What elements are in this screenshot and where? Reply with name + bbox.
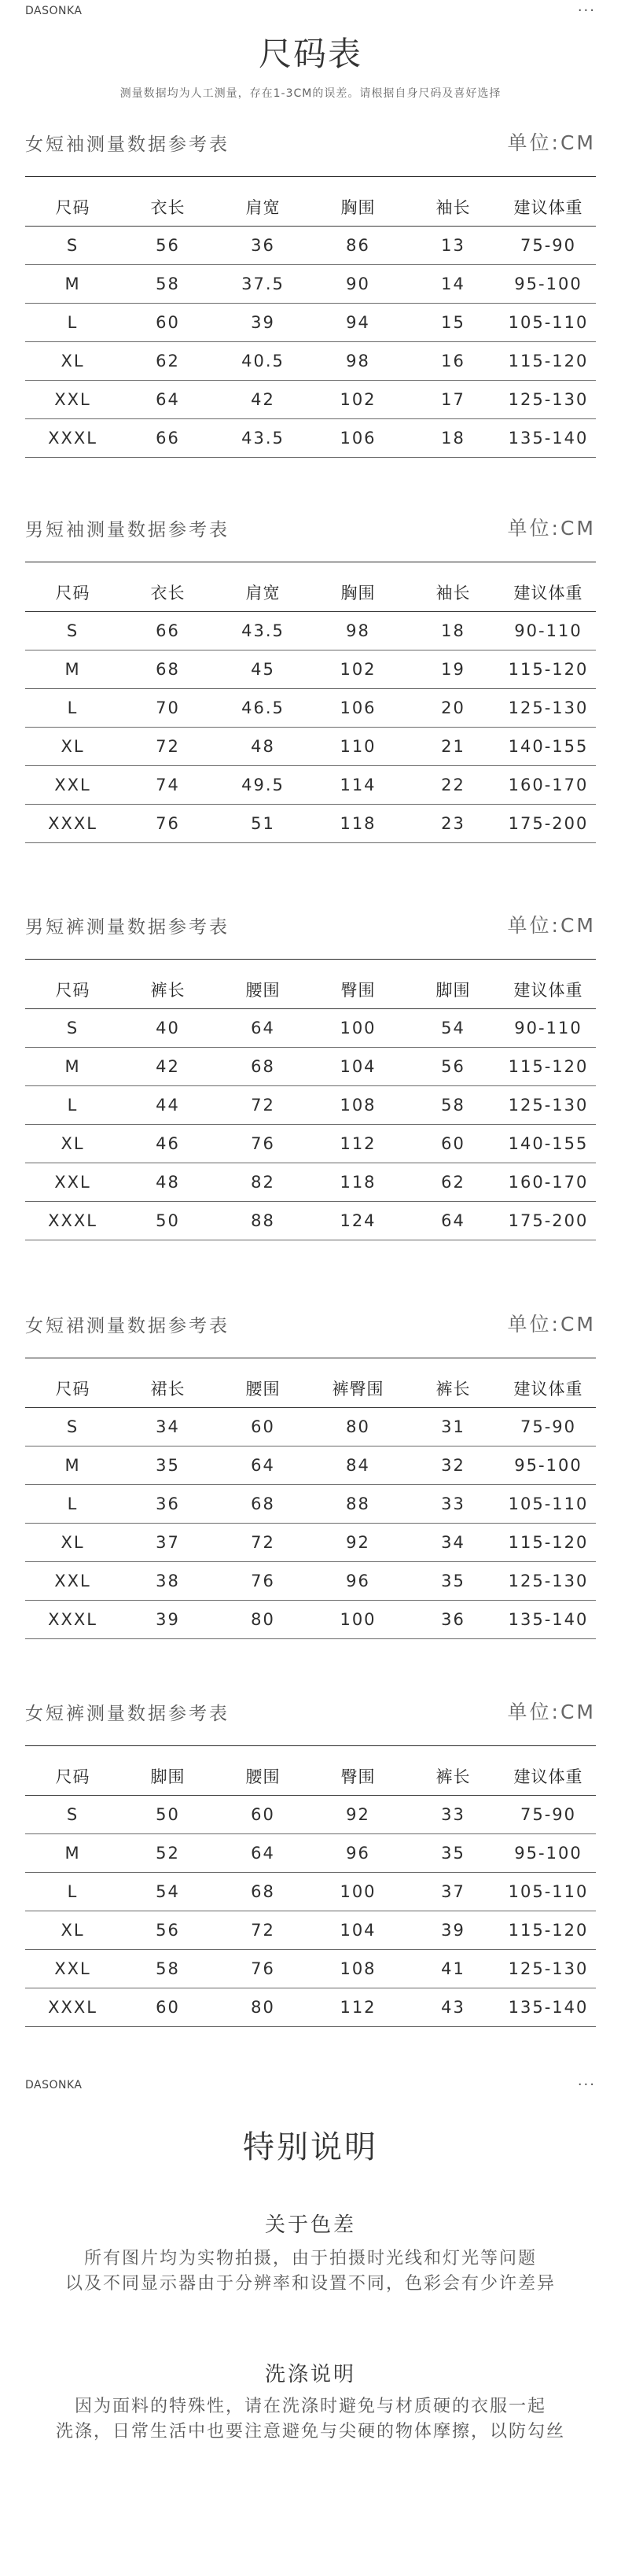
table-row [25,1485,596,1524]
table-cell: XXXL [25,419,120,458]
table-row [25,1911,596,1950]
column-header: 尺码 [25,573,120,612]
table-cell: XXL [25,1950,120,1988]
table-cell: 108 [310,1086,406,1125]
wash-line: 因为面料的特殊性，请在洗涤时避免与材质硬的衣服一起 [74,2397,546,2416]
table-cell: 115-120 [501,1048,596,1086]
table-cell: 102 [310,381,406,419]
table-cell: 76 [215,1950,310,1988]
column-header: 袖长 [406,188,501,227]
column-header: 建议体重 [501,1369,596,1408]
table-cell: 54 [120,1873,215,1911]
table-header-row [25,1369,596,1408]
table-cell: 15 [406,304,501,342]
color-diff-text [0,2246,621,2297]
table-row [25,650,596,689]
table-cell: 115-120 [501,1911,596,1950]
table-cell: 125-130 [501,1950,596,1988]
table-cell: 37.5 [215,265,310,304]
table-cell: 80 [310,1408,406,1446]
table-cell: 37 [406,1873,501,1911]
table-cell: 94 [310,304,406,342]
table-row [25,805,596,843]
table-cell: 96 [310,1562,406,1601]
more-menu-icon[interactable]: ··· [577,2,596,19]
table-cell: M [25,265,120,304]
table-cell: 175-200 [501,1202,596,1240]
table-cell: 35 [406,1562,501,1601]
table-cell: 125-130 [501,381,596,419]
section-divider [25,1745,596,1746]
column-header: 腰围 [215,971,310,1009]
table-cell: 40 [120,1009,215,1048]
table-cell: 64 [120,381,215,419]
table-cell: 16 [406,342,501,381]
table-cell: 34 [406,1524,501,1562]
wash-title: 洗涤说明 [264,2363,356,2386]
table-cell: 114 [310,766,406,805]
column-header: 衣长 [120,573,215,612]
table-cell: M [25,1446,120,1485]
column-header: 尺码 [25,188,120,227]
section-title: 女短袖测量数据参考表 [25,135,230,155]
table-cell: XXL [25,381,120,419]
table-row [25,689,596,728]
table-cell: 72 [215,1911,310,1950]
table-cell: 72 [215,1524,310,1562]
table-cell: L [25,1086,120,1125]
table-cell: 56 [406,1048,501,1086]
table-cell: 100 [310,1873,406,1911]
column-header: 腰围 [215,1757,310,1796]
column-header: 肩宽 [215,188,310,227]
section-header [25,510,596,541]
table-cell: 35 [406,1834,501,1873]
table-cell: 18 [406,419,501,458]
table-cell: 66 [120,419,215,458]
table-cell: 58 [406,1086,501,1125]
top-bar [25,3,596,19]
table-cell: 33 [406,1485,501,1524]
table-cell: 35 [120,1446,215,1485]
table-cell: 92 [310,1796,406,1834]
size-table [25,971,596,1240]
table-cell: 90-110 [501,612,596,650]
table-cell: 46.5 [215,689,310,728]
table-cell: XXXL [25,1202,120,1240]
table-cell: L [25,1873,120,1911]
table-cell: XXL [25,766,120,805]
column-header: 建议体重 [501,971,596,1009]
table-cell: 88 [310,1485,406,1524]
table-cell: 48 [120,1163,215,1202]
table-cell: 125-130 [501,1562,596,1601]
table-row [25,1202,596,1240]
table-row [25,1009,596,1048]
column-header: 尺码 [25,971,120,1009]
table-cell: 76 [215,1562,310,1601]
table-cell: 104 [310,1911,406,1950]
table-cell: 125-130 [501,1086,596,1125]
section-title: 男短袖测量数据参考表 [25,520,230,540]
table-row [25,1086,596,1125]
table-cell: 105-110 [501,304,596,342]
table-cell: 84 [310,1446,406,1485]
table-cell: 90 [310,265,406,304]
table-cell: 51 [215,805,310,843]
unit-label: 单位:CM [507,131,596,154]
table-row [25,1562,596,1601]
more-menu-icon[interactable]: ··· [577,2077,596,2093]
table-cell: M [25,650,120,689]
size-table-section [25,510,596,843]
table-cell: 72 [215,1086,310,1125]
table-cell: 50 [120,1796,215,1834]
unit-label: 单位:CM [507,1313,596,1336]
table-cell: 62 [120,342,215,381]
table-cell: 76 [215,1125,310,1163]
table-cell: 33 [406,1796,501,1834]
table-cell: 43.5 [215,612,310,650]
table-cell: 60 [406,1125,501,1163]
table-row [25,419,596,458]
table-cell: 31 [406,1408,501,1446]
section-header [25,1693,596,1725]
table-cell: 80 [215,1601,310,1639]
table-cell: 115-120 [501,1524,596,1562]
table-cell: 13 [406,227,501,265]
table-cell: 58 [120,265,215,304]
table-cell: 105-110 [501,1485,596,1524]
table-cell: 135-140 [501,419,596,458]
table-row [25,1988,596,2027]
table-cell: 60 [215,1408,310,1446]
table-cell: 60 [120,1988,215,2027]
table-cell: 39 [406,1911,501,1950]
table-cell: XXL [25,1562,120,1601]
table-row [25,304,596,342]
section-title: 女短裤测量数据参考表 [25,1704,230,1724]
table-cell: 135-140 [501,1988,596,2027]
table-cell: 21 [406,728,501,766]
table-row [25,766,596,805]
table-cell: 70 [120,689,215,728]
column-header: 裤长 [406,1369,501,1408]
table-cell: 41 [406,1950,501,1988]
table-cell: 43.5 [215,419,310,458]
table-cell: 14 [406,265,501,304]
table-cell: 52 [120,1834,215,1873]
color-diff-line: 所有图片均为实物拍摄，由于拍摄时光线和灯光等问题 [83,2249,537,2268]
table-cell: 112 [310,1125,406,1163]
table-header-row [25,188,596,227]
notes-top-bar [25,2077,596,2093]
table-cell: XXXL [25,1988,120,2027]
table-cell: 82 [215,1163,310,1202]
table-row [25,1524,596,1562]
table-cell: XL [25,1524,120,1562]
table-cell: XXXL [25,805,120,843]
table-cell: XL [25,342,120,381]
table-cell: 36 [215,227,310,265]
column-header: 裤长 [120,971,215,1009]
section-title: 女短裙测量数据参考表 [25,1316,230,1336]
table-cell: 90-110 [501,1009,596,1048]
table-cell: 68 [215,1873,310,1911]
column-header: 肩宽 [215,573,310,612]
column-header: 脚围 [120,1757,215,1796]
column-header: 胸围 [310,573,406,612]
table-cell: 175-200 [501,805,596,843]
table-cell: 44 [120,1086,215,1125]
page-title: 尺码表 [258,35,362,73]
table-cell: 20 [406,689,501,728]
table-cell: S [25,1408,120,1446]
table-row [25,1601,596,1639]
table-cell: 118 [310,805,406,843]
table-cell: 38 [120,1562,215,1601]
table-row [25,1796,596,1834]
table-row [25,1125,596,1163]
table-cell: 72 [120,728,215,766]
table-cell: 102 [310,650,406,689]
unit-label: 单位:CM [507,914,596,937]
table-cell: 80 [215,1988,310,2027]
table-cell: M [25,1834,120,1873]
table-row [25,1834,596,1873]
table-cell: S [25,612,120,650]
table-cell: 98 [310,612,406,650]
section-title: 男短裤测量数据参考表 [25,917,230,938]
table-cell: 92 [310,1524,406,1562]
table-cell: 108 [310,1950,406,1988]
column-header: 裤长 [406,1757,501,1796]
table-cell: 56 [120,1911,215,1950]
section-header [25,1306,596,1337]
table-cell: 39 [120,1601,215,1639]
table-cell: 98 [310,342,406,381]
size-table [25,1369,596,1639]
table-cell: 74 [120,766,215,805]
table-cell: 68 [215,1048,310,1086]
section-divider [25,176,596,177]
table-row [25,1873,596,1911]
table-cell: 43 [406,1988,501,2027]
table-cell: XXL [25,1163,120,1202]
table-cell: 106 [310,419,406,458]
column-header: 胸围 [310,188,406,227]
table-cell: 95-100 [501,265,596,304]
column-header: 建议体重 [501,1757,596,1796]
table-cell: 95-100 [501,1446,596,1485]
table-cell: 105-110 [501,1873,596,1911]
table-cell: 60 [120,304,215,342]
column-header: 袖长 [406,573,501,612]
table-cell: XL [25,1911,120,1950]
table-cell: 68 [120,650,215,689]
table-cell: 106 [310,689,406,728]
table-cell: 64 [215,1446,310,1485]
table-cell: 45 [215,650,310,689]
table-cell: S [25,1796,120,1834]
color-diff-line: 以及不同显示器由于分辨率和设置不同，色彩会有少许差异 [64,2274,556,2294]
table-cell: 34 [120,1408,215,1446]
table-cell: 32 [406,1446,501,1485]
column-header: 脚围 [406,971,501,1009]
table-cell: 19 [406,650,501,689]
table-cell: 75-90 [501,1408,596,1446]
table-cell: M [25,1048,120,1086]
table-cell: 115-120 [501,342,596,381]
table-cell: 124 [310,1202,406,1240]
table-row [25,1048,596,1086]
wash-line: 洗涤，日常生活中也要注意避免与尖硬的物体摩擦，以防勾丝 [55,2422,565,2441]
table-cell: 22 [406,766,501,805]
table-cell: 135-140 [501,1601,596,1639]
table-cell: 125-130 [501,689,596,728]
column-header: 臀围 [310,971,406,1009]
table-cell: 95-100 [501,1834,596,1873]
table-header-row [25,1757,596,1796]
table-row [25,728,596,766]
table-cell: 62 [406,1163,501,1202]
table-row [25,1446,596,1485]
size-table [25,573,596,843]
table-cell: 49.5 [215,766,310,805]
size-table [25,1757,596,2027]
table-row [25,227,596,265]
table-cell: 100 [310,1601,406,1639]
column-header: 建议体重 [501,188,596,227]
table-cell: L [25,304,120,342]
table-cell: 17 [406,381,501,419]
table-cell: L [25,1485,120,1524]
unit-label: 单位:CM [507,517,596,540]
table-cell: 54 [406,1009,501,1048]
table-cell: 112 [310,1988,406,2027]
table-cell: 36 [120,1485,215,1524]
column-header: 裙长 [120,1369,215,1408]
size-table-section [25,1693,596,2027]
table-header-row [25,971,596,1009]
section-header [25,124,596,156]
table-cell: 88 [215,1202,310,1240]
table-cell: 75-90 [501,227,596,265]
table-cell: 46 [120,1125,215,1163]
wash-text [0,2394,621,2445]
table-cell: XL [25,1125,120,1163]
section-divider [25,959,596,960]
column-header: 尺码 [25,1757,120,1796]
table-cell: 86 [310,227,406,265]
table-cell: 115-120 [501,650,596,689]
table-cell: 96 [310,1834,406,1873]
table-row [25,612,596,650]
table-cell: 118 [310,1163,406,1202]
brand-label: DASONKA [25,2079,83,2091]
table-cell: 23 [406,805,501,843]
table-cell: 140-155 [501,728,596,766]
unit-label: 单位:CM [507,1701,596,1723]
table-cell: 56 [120,227,215,265]
size-table-section [25,907,596,1240]
table-cell: 40.5 [215,342,310,381]
table-cell: 100 [310,1009,406,1048]
table-cell: S [25,1009,120,1048]
page-subtitle: 测量数据均为人工测量，存在1-3CM的误差。请根据自身尺码及喜好选择 [119,87,502,100]
table-cell: 50 [120,1202,215,1240]
table-cell: L [25,689,120,728]
column-header: 臀围 [310,1757,406,1796]
table-cell: 18 [406,612,501,650]
table-cell: 60 [215,1796,310,1834]
table-cell: 39 [215,304,310,342]
color-diff-title: 关于色差 [264,2213,356,2237]
table-row [25,265,596,304]
table-cell: 64 [406,1202,501,1240]
table-row [25,1950,596,1988]
table-cell: 36 [406,1601,501,1639]
table-cell: XL [25,728,120,766]
table-cell: 110 [310,728,406,766]
table-row [25,1408,596,1446]
table-cell: 160-170 [501,1163,596,1202]
column-header: 衣长 [120,188,215,227]
table-cell: 42 [120,1048,215,1086]
table-cell: 42 [215,381,310,419]
section-header [25,907,596,938]
column-header: 裤臀围 [310,1369,406,1408]
size-table-section [25,124,596,458]
table-cell: 48 [215,728,310,766]
table-cell: S [25,227,120,265]
table-cell: 160-170 [501,766,596,805]
table-row [25,1163,596,1202]
table-cell: 64 [215,1834,310,1873]
column-header: 尺码 [25,1369,120,1408]
brand-label: DASONKA [25,5,83,17]
size-table-section [25,1306,596,1639]
table-cell: 76 [120,805,215,843]
table-cell: 68 [215,1485,310,1524]
column-header: 建议体重 [501,573,596,612]
table-cell: 66 [120,612,215,650]
table-cell: 58 [120,1950,215,1988]
column-header: 腰围 [215,1369,310,1408]
table-cell: 64 [215,1009,310,1048]
table-cell: 140-155 [501,1125,596,1163]
table-cell: 75-90 [501,1796,596,1834]
table-row [25,381,596,419]
table-header-row [25,573,596,612]
table-row [25,342,596,381]
table-cell: XXXL [25,1601,120,1639]
size-table [25,188,596,458]
notes-title: 特别说明 [243,2129,378,2165]
table-cell: 37 [120,1524,215,1562]
table-cell: 104 [310,1048,406,1086]
